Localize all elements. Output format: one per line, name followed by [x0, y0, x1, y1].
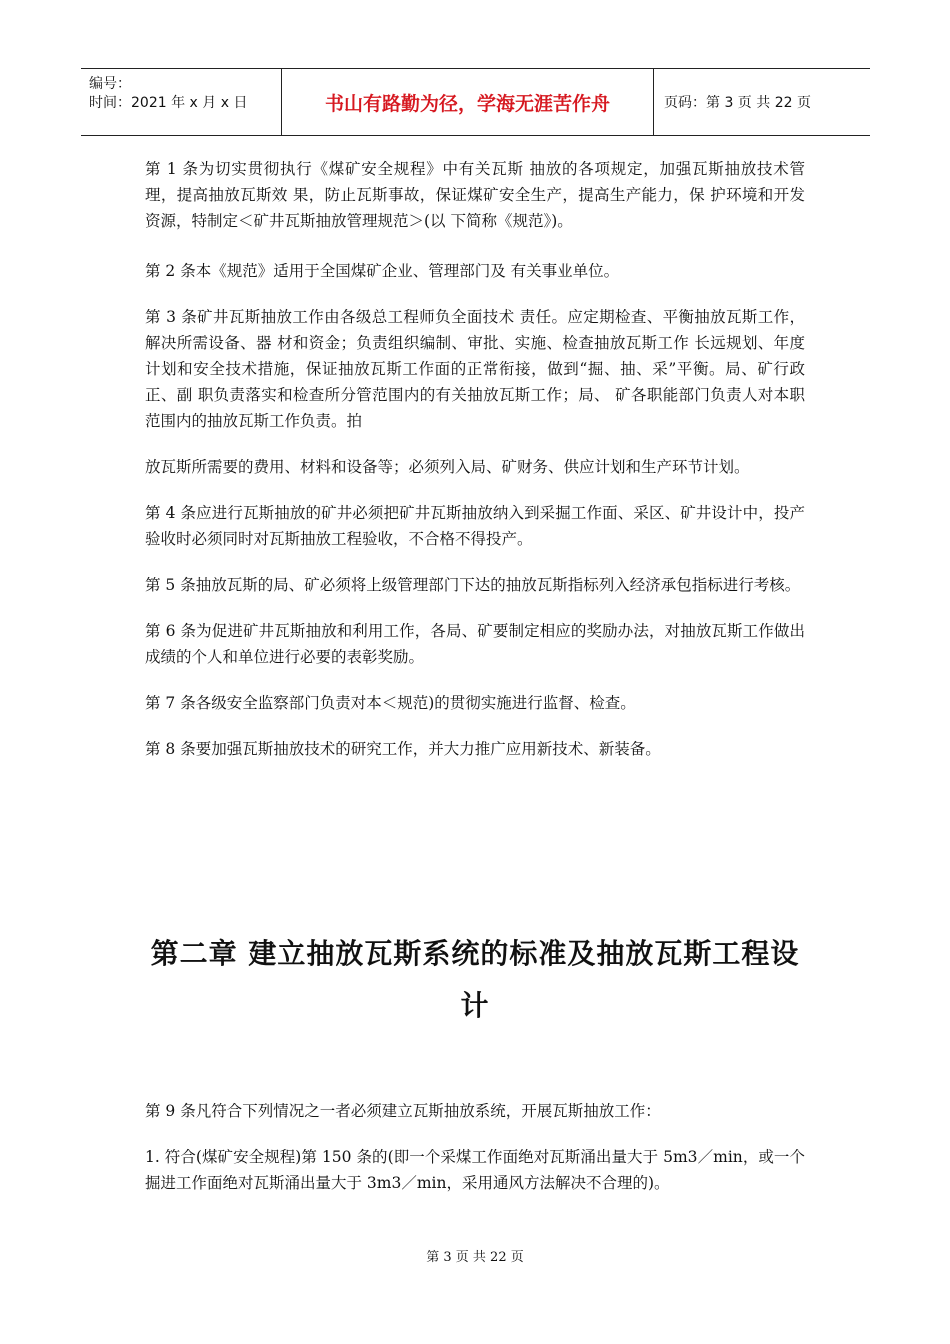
page-header [81, 68, 870, 136]
paragraph-8: 第 7 条各级安全监察部门负责对本＜规范)的贯彻实施进行监督、检查。 [145, 694, 636, 712]
paragraph-4: 放瓦斯所需要的费用、材料和设备等；必须列入局、矿财务、供应计划和生产环节计划。 [145, 458, 750, 476]
body-section-2 [145, 1098, 805, 1196]
chapter-title-line-2: 计 [460, 989, 490, 1022]
header-motto: 书山有路勤为径，学海无涯苦作舟 [282, 69, 654, 135]
paragraph-11: 1. 符合(煤矿安全规程)第 150 条的(即一个采煤工作面绝对瓦斯涌出量大于 5m3／min，或一个掘进工作面绝对瓦斯涌出量大于 3m3／min，采用通风方法解决不合理的)。 [145, 1148, 805, 1192]
page-footer: 第 3 页 共 22 页 [426, 1250, 524, 1265]
header-page-info: 页码：第 3 页 共 22 页 [664, 95, 811, 111]
body-section-1 [145, 156, 805, 762]
paragraph-2: 第 2 条本《规范》适用于全国煤矿企业、管理部门及 有关事业单位。 [145, 262, 620, 280]
paragraph-7: 第 6 条为促进矿井瓦斯抽放和利用工作，各局、矿要制定相应的奖励办法，对抽放瓦斯工作做出成绩的个人和单位进行必要的表彰奖励。 [145, 622, 805, 666]
header-meta [81, 69, 282, 135]
paragraph-1: 第 1 条为切实贯彻执行《煤矿安全规程》中有关瓦斯 抽放的各项规定，加强瓦斯抽放技术管理，提高抽放瓦斯效 果，防止瓦斯事故，保证煤矿安全生产，提高生产能力，保 护环境和开发资源，特制定＜矿井瓦斯抽放管理规范＞(以 下简称《规范》)。 [145, 160, 805, 230]
paragraph-10: 第 9 条凡符合下列情况之一者必须建立瓦斯抽放系统，开展瓦斯抽放工作： [145, 1102, 661, 1120]
time-label: 时间：2021 年 x 月 x 日 [89, 95, 248, 111]
chapter-title-line-1: 第二章 建立抽放瓦斯系统的标准及抽放瓦斯工程设 [150, 937, 800, 970]
number-label: 编号： [89, 76, 131, 92]
paragraph-3: 第 3 条矿井瓦斯抽放工作由各级总工程师负全面技术 责任。应定期检查、平衡抽放瓦斯工作，解决所需设备、器 材和资金；负责组织编制、审批、实施、检查抽放瓦斯工作 长远规划、年度计划和安全技术措施，保证抽放瓦斯工作面的正常衔接，做到“掘、抽、采”平衡。局、矿行政正、副 职负责落实和检查所分管范围内的有关抽放瓦斯工作；局、 矿各职能部门负责人对本职范围内的抽放瓦斯工作负责。拍 [145, 308, 805, 430]
paragraph-9: 第 8 条要加强瓦斯抽放技术的研究工作，并大力推广应用新技术、新装备。 [145, 740, 661, 758]
paragraph-6: 第 5 条抽放瓦斯的局、矿必须将上级管理部门下达的抽放瓦斯指标列入经济承包指标进行考核。 [145, 576, 801, 594]
chapter-title [135, 928, 815, 1032]
paragraph-5: 第 4 条应进行瓦斯抽放的矿井必须把矿井瓦斯抽放纳入到采掘工作面、采区、矿井设计中，投产验收时必须同时对瓦斯抽放工程验收，不合格不得投产。 [145, 504, 805, 548]
